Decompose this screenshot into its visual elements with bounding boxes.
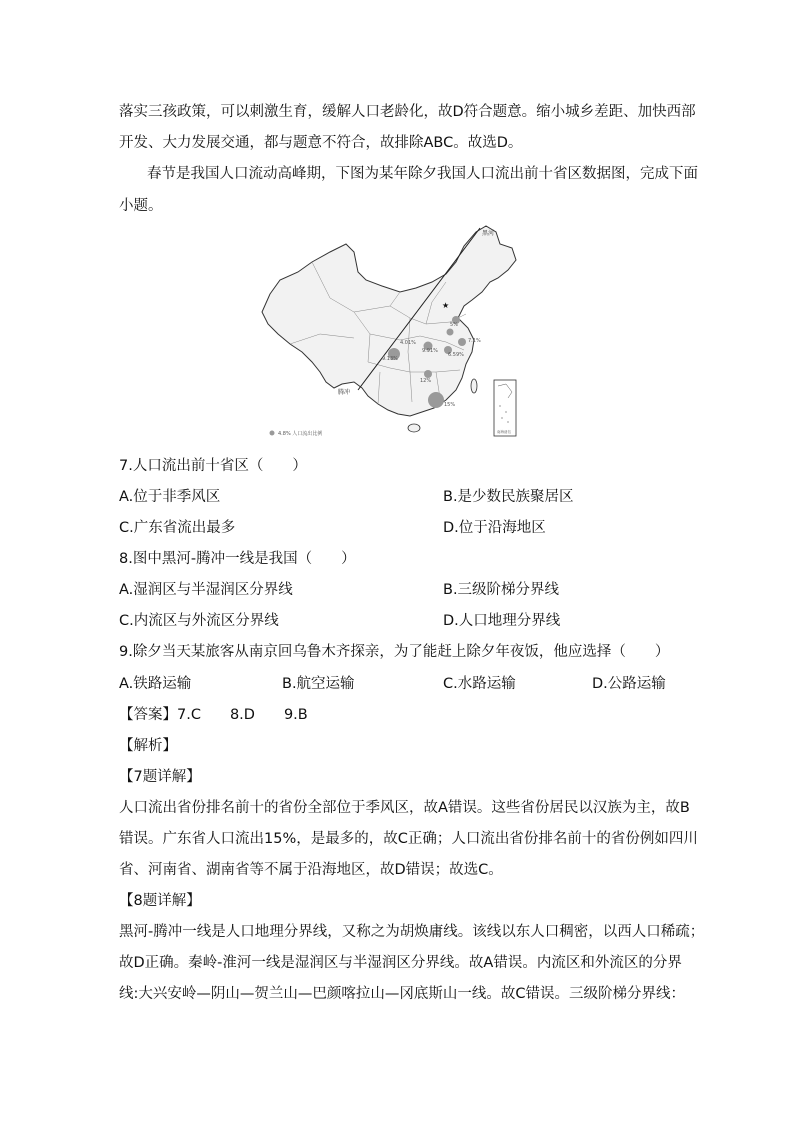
q7-option-a: A.位于非季风区 bbox=[119, 489, 221, 505]
detail-7-line-2: 错误。广东省人口流出15%，是最多的，故C正确；人口流出省份排名前十的省份例如四川 bbox=[119, 831, 698, 847]
q7-option-d: D.位于沿海地区 bbox=[443, 520, 546, 536]
q9-option-b: B.航空运输 bbox=[282, 676, 355, 692]
legend-text: 4.8% 人口流出比例 bbox=[278, 431, 323, 437]
q8-option-b: B.三级阶梯分界线 bbox=[443, 582, 560, 598]
intro-line-2: 开发、大力发展交通，都与题意不符合，故排除ABC。故选D。 bbox=[119, 135, 523, 151]
q7-option-c: C.广东省流出最多 bbox=[119, 520, 236, 536]
pct-label: 5% bbox=[450, 322, 458, 328]
outflow-circle bbox=[424, 370, 432, 378]
label-heihe: 黑河 bbox=[482, 230, 495, 237]
pct-label: 9.13% bbox=[382, 356, 398, 362]
q8-stem: 8.图中黑河-腾冲一线是我国（ ） bbox=[119, 551, 356, 567]
q8-option-c: C.内流区与外流区分界线 bbox=[119, 613, 279, 629]
context-line-2: 小题。 bbox=[119, 198, 163, 214]
detail-7-line-3: 省、河南省、湖南省等不属于沿海地区，故D错误；故选C。 bbox=[119, 862, 503, 878]
pct-label: 4.01% bbox=[400, 340, 416, 346]
pct-label: 12% bbox=[420, 378, 432, 384]
detail-8-line-3: 线:大兴安岭—阴山—贺兰山—巴颜喀拉山—冈底斯山一线。故C错误。三级阶梯分界线： bbox=[119, 986, 686, 1002]
q8-option-a: A.湿润区与半湿润区分界线 bbox=[119, 582, 293, 598]
outflow-circle bbox=[428, 392, 444, 408]
q7-stem: 7.人口流出前十省区（ ） bbox=[119, 458, 307, 474]
outflow-circle bbox=[447, 329, 454, 336]
q7-option-b: B.是少数民族聚居区 bbox=[443, 489, 574, 505]
detail-8-line-2: 故D正确。秦岭-淮河一线是湿润区与半湿润区分界线。故A错误。内流区和外流区的分界 bbox=[119, 955, 682, 971]
south-china-sea-inset bbox=[494, 380, 516, 436]
outflow-circle bbox=[458, 338, 466, 346]
taiwan-island bbox=[471, 379, 477, 393]
context-line-1: 春节是我国人口流动高峰期，下图为某年除夕我国人口流出前十省区数据图，完成下面 bbox=[147, 166, 698, 182]
pct-label: 7.1% bbox=[468, 338, 481, 344]
q8-option-d: D.人口地理分界线 bbox=[443, 613, 561, 629]
legend-circle bbox=[270, 431, 275, 436]
pct-label: 6.59% bbox=[448, 352, 464, 358]
pct-label: 15% bbox=[444, 402, 456, 408]
detail-8-title: 【8题详解】 bbox=[119, 893, 201, 909]
answer-line: 【答案】7.C 8.D 9.B bbox=[119, 707, 308, 723]
china-population-outflow-map bbox=[250, 222, 518, 440]
q9-option-d: D.公路运输 bbox=[592, 676, 666, 692]
q9-option-c: C.水路运输 bbox=[443, 676, 516, 692]
q9-option-a: A.铁路运输 bbox=[119, 676, 192, 692]
beijing-star-icon: ★ bbox=[442, 301, 450, 310]
detail-8-line-1: 黑河-腾冲一线是人口地理分界线，又称之为胡焕庸线。该线以东人口稠密，以西人口稀疏； bbox=[119, 924, 705, 940]
detail-7-line-1: 人口流出省份排名前十的省份全部位于季风区，故A错误。这些省份居民以汉族为主，故B bbox=[119, 800, 690, 816]
pct-label: 9.91% bbox=[422, 348, 438, 354]
hainan-island bbox=[408, 424, 420, 432]
label-tengchong: 腾冲 bbox=[338, 389, 351, 396]
detail-7-title: 【7题详解】 bbox=[119, 769, 201, 785]
intro-line-1: 落实三孩政策，可以刺激生育，缓解人口老龄化，故D符合题意。缩小城乡差距、加快西部 bbox=[119, 104, 696, 120]
analysis-heading: 【解析】 bbox=[119, 738, 177, 754]
china-outline bbox=[262, 226, 516, 416]
q9-stem: 9.除夕当天某旅客从南京回乌鲁木齐探亲，为了能赶上除夕年夜饭，他应选择（ ） bbox=[119, 644, 670, 660]
inset-label: 南海诸岛 bbox=[497, 430, 511, 434]
